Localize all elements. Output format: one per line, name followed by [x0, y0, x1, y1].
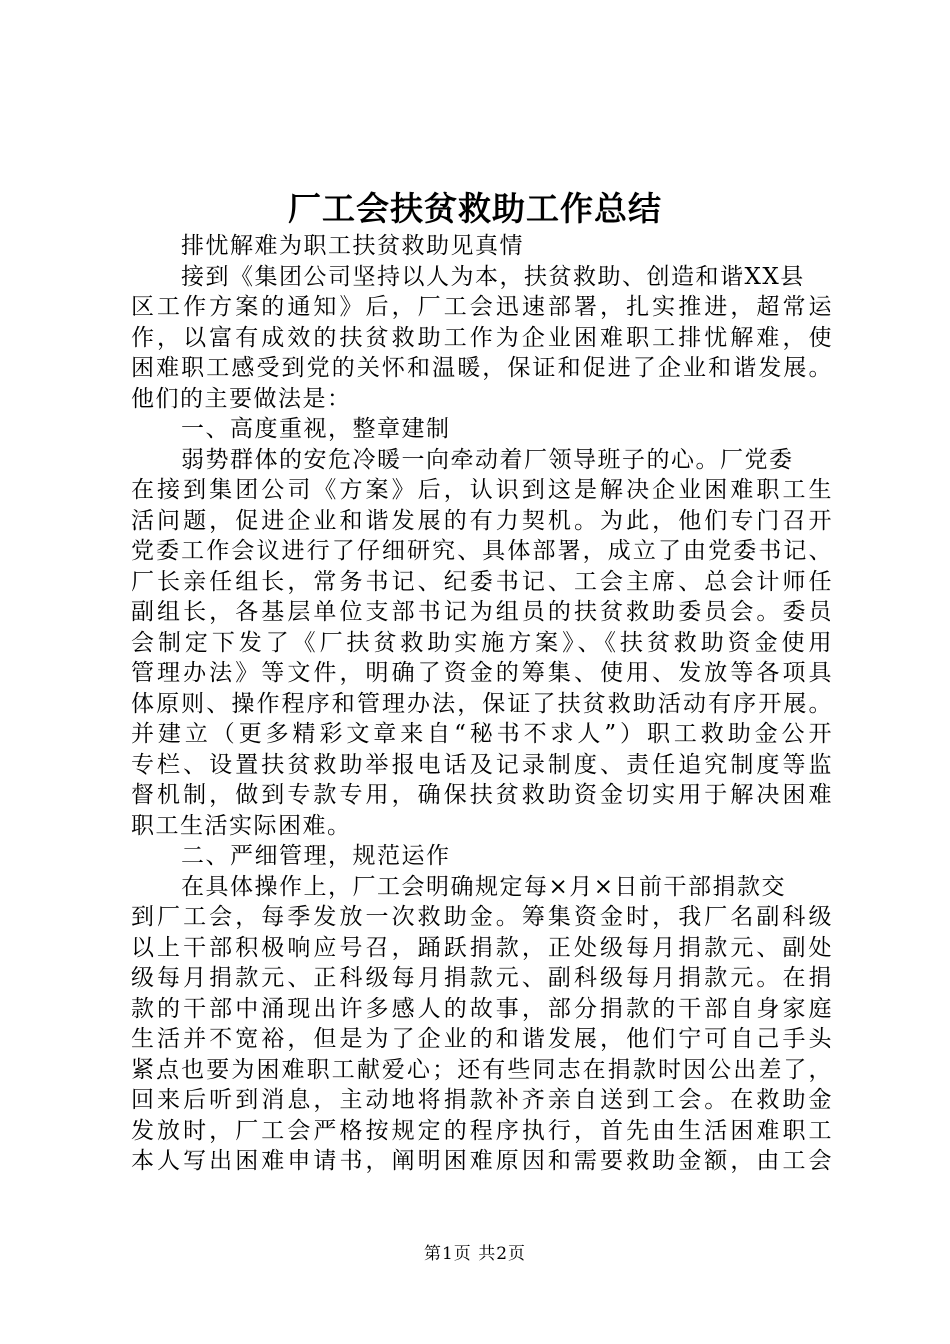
text-line: 活问题，促进企业和谐发展的有力契机。为此，他们专门召开	[131, 507, 833, 534]
text-line: 管理办法》等文件，明确了资金的筹集、使用、发放等各项具	[131, 660, 833, 686]
text-line: 排忧解难为职工扶贫救助见真情	[181, 233, 524, 259]
text-line: 区工作方案的通知》后，厂工会迅速部署，扎实推进，超常运	[131, 294, 833, 320]
text-line: 生活并不宽裕，但是为了企业的和谐发展，他们宁可自己手头	[131, 1026, 833, 1052]
text-line: 紧点也要为困难职工献爱心；还有些同志在捐款时因公出差了，	[131, 1056, 833, 1083]
text-line: 体原则、操作程序和管理办法，保证了扶贫救助活动有序开展。	[131, 690, 833, 717]
text-line: 他们的主要做法是：	[131, 385, 352, 412]
text-line: 接到《集团公司坚持以人为本，扶贫救助、创造和谐XX县	[181, 263, 805, 290]
text-line: 在接到集团公司《方案》后，认识到这是解决企业困难职工生	[131, 477, 833, 503]
text-line: 一、高度重视，整章建制	[181, 416, 451, 442]
text-line: 在具体操作上，厂工会明确规定每×月×日前干部捐款交	[181, 873, 787, 900]
text-line: 职工生活实际困难。	[131, 812, 352, 839]
text-line: 作，以富有成效的扶贫救助工作为企业困难职工排忧解难，使	[131, 324, 833, 351]
page-footer: 第1页 共2页	[423, 1244, 527, 1264]
document-title: 厂工会扶贫救助工作总结	[288, 189, 662, 228]
text-line: 发放时，厂工会严格按规定的程序执行，首先由生活困难职工	[131, 1117, 833, 1144]
text-line: 以上干部积极响应号召，踊跃捐款，正处级每月捐款元、副处	[131, 934, 833, 961]
text-line: 回来后听到消息，主动地将捐款补齐亲自送到工会。在救助金	[131, 1087, 833, 1113]
text-line: 副组长，各基层单位支部书记为组员的扶贫救助委员会。委员	[131, 599, 833, 625]
text-line: 厂长亲任组长，常务书记、纪委书记、工会主席、总会计师任	[131, 568, 833, 595]
text-line: 党委工作会议进行了仔细研究、具体部署，成立了由党委书记、	[131, 538, 833, 564]
text-line: 困难职工感受到党的关怀和温暖，保证和促进了企业和谐发展。	[131, 355, 833, 381]
document-body	[131, 231, 833, 1177]
text-line: 款的干部中涌现出许多感人的故事，部分捐款的干部自身家庭	[131, 995, 833, 1022]
text-line: 级每月捐款元、正科级每月捐款元、副科级每月捐款元。在捐	[131, 965, 833, 991]
text-line: 二、严细管理，规范运作	[181, 843, 451, 869]
text-line: 到厂工会，每季发放一次救助金。筹集资金时，我厂名副科级	[131, 904, 833, 930]
text-line: 弱势群体的安危冷暖一向牵动着厂领导班子的心。厂党委	[181, 446, 794, 473]
text-line: 本人写出困难申请书，阐明困难原因和需要救助金额，由工会	[131, 1148, 833, 1174]
text-line: 督机制，做到专款专用，确保扶贫救助资金切实用于解决困难	[131, 782, 833, 808]
text-line: 并建立（更多精彩文章来自“秘书不求人”）职工救助金公开	[131, 721, 833, 747]
text-line: 专栏、设置扶贫救助举报电话及记录制度、责任追究制度等监	[131, 751, 833, 778]
text-line: 会制定下发了《厂扶贫救助实施方案》、《扶贫救助资金使用	[131, 629, 833, 656]
